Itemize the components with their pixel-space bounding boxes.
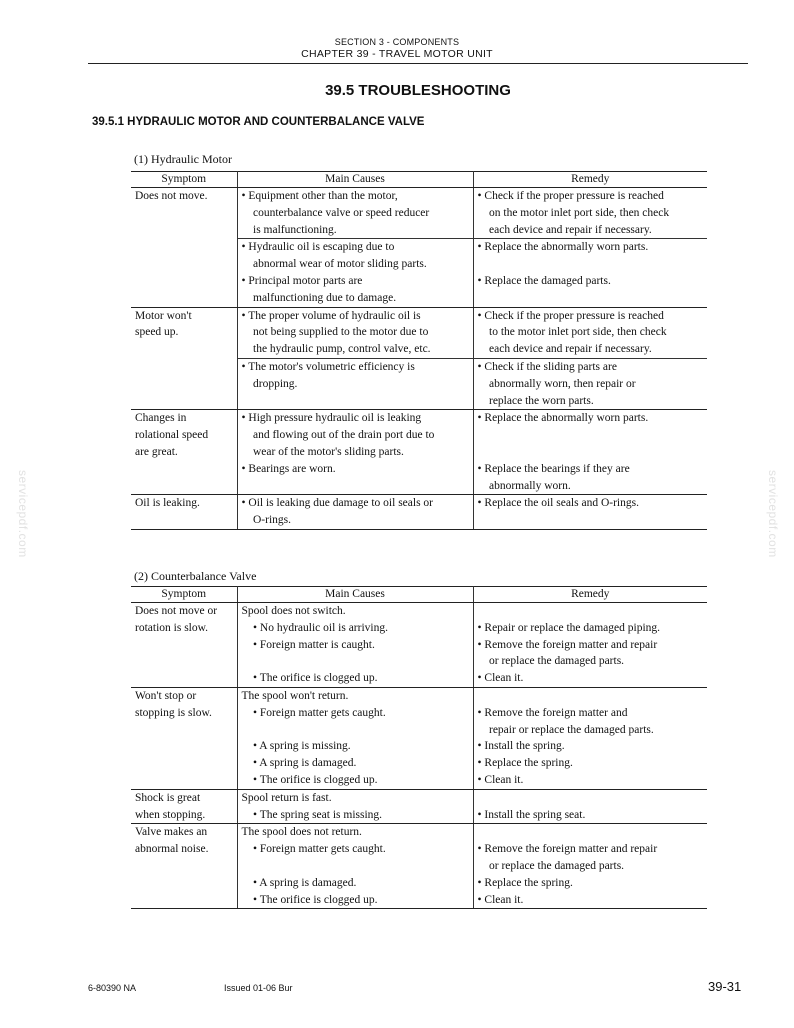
table-caption-counterbalance-valve: (2) Counterbalance Valve — [134, 569, 257, 583]
column-header-causes: Main Causes — [237, 587, 473, 603]
table-row — [131, 824, 707, 909]
cell-line: or replace the damaged parts. — [477, 655, 625, 668]
remedy-cell — [473, 239, 707, 307]
table-header-row — [131, 172, 707, 188]
causes-cell — [237, 239, 473, 307]
cell-line: each device and repair if necessary. — [477, 223, 652, 236]
cell-line: • A spring is damaged. — [241, 876, 357, 889]
cell-line: rotation is slow. — [135, 621, 209, 634]
cell-line: • Bearings are worn. — [241, 462, 336, 475]
cell-line — [478, 603, 704, 620]
section-header: SECTION 3 - COMPONENTS — [334, 37, 460, 47]
cell-line: Shock is great — [135, 791, 201, 804]
watermark-left: servicepdf.com — [16, 470, 30, 558]
causes-cell — [237, 824, 473, 909]
remedy-cell — [473, 687, 707, 789]
symptom-cell — [131, 603, 237, 688]
cell-line: • A spring is missing. — [241, 740, 351, 753]
cell-line: Spool return is fast. — [241, 791, 332, 804]
cell-line: • Remove the foreign matter and — [477, 706, 628, 719]
cell-line — [478, 688, 704, 705]
causes-cell — [237, 687, 473, 789]
causes-cell — [237, 410, 473, 495]
remedy-cell — [473, 358, 707, 409]
table-row — [131, 188, 707, 239]
cell-line: • Foreign matter is caught. — [241, 638, 375, 651]
footer-page-number: 39-31 — [708, 979, 742, 994]
cell-line — [478, 427, 704, 444]
symptom-cell — [131, 495, 237, 530]
cell-line: • The motor's volumetric efficiency is — [241, 360, 415, 373]
remedy-cell — [473, 824, 707, 909]
cell-line: • Check if the proper pressure is reached — [477, 190, 664, 202]
cell-line: Does not move or — [135, 605, 218, 617]
cell-line: • Foreign matter gets caught. — [241, 706, 386, 719]
subsection-title: 39.5.1 HYDRAULIC MOTOR AND COUNTERBALANCE VALVE — [92, 116, 425, 128]
page-title: 39.5 TROUBLESHOOTING — [325, 82, 511, 99]
table-row — [131, 789, 707, 824]
cell-line: • High pressure hydraulic oil is leaking — [241, 412, 422, 425]
cell-line: • The orifice is clogged up. — [241, 893, 378, 906]
column-header-remedy: Remedy — [473, 172, 707, 188]
table-row — [131, 687, 707, 789]
cell-line: • Check if the proper pressure is reached — [477, 309, 664, 322]
remedy-cell — [473, 307, 707, 358]
cell-line: when stopping. — [135, 808, 206, 821]
cell-line: • Replace the bearings if they are — [477, 462, 630, 475]
cell-line: abnormally worn. — [477, 479, 571, 492]
table-caption-hydraulic-motor: (1) Hydraulic Motor — [134, 152, 232, 166]
cell-line: • No hydraulic oil is arriving. — [241, 621, 388, 634]
cell-line: • The orifice is clogged up. — [241, 672, 378, 685]
cell-line: malfunctioning due to damage. — [241, 291, 397, 304]
cell-line: on the motor inlet port side, then check — [477, 206, 670, 219]
cell-line: replace the worn parts. — [477, 394, 594, 407]
cell-line: • Repair or replace the damaged piping. — [477, 621, 661, 634]
cell-line: speed up. — [135, 326, 179, 339]
cell-line: O-rings. — [241, 514, 292, 527]
causes-cell — [237, 188, 473, 239]
cell-line: • Hydraulic oil is escaping due to — [241, 241, 395, 254]
cell-line: Won't stop or — [135, 689, 197, 702]
cell-line: Oil is leaking. — [135, 497, 200, 510]
remedy-cell — [473, 410, 707, 495]
cell-line: Spool does not switch. — [241, 605, 346, 617]
cell-line: to the motor inlet port side, then check — [477, 326, 667, 339]
cell-line: The spool won't return. — [241, 689, 349, 702]
cell-line: • Replace the oil seals and O-rings. — [477, 497, 639, 510]
cell-line — [242, 653, 469, 670]
causes-cell — [237, 603, 473, 688]
cell-line — [478, 290, 704, 307]
cell-line: • A spring is damaged. — [241, 757, 357, 770]
cell-line: wear of the motor's sliding parts. — [241, 445, 404, 458]
cell-line: • Foreign matter gets caught. — [241, 843, 386, 856]
cell-line: abnormal noise. — [135, 843, 209, 856]
cell-line: • Principal motor parts are — [241, 274, 363, 287]
cell-line: • Check if the sliding parts are — [477, 360, 617, 373]
chapter-header: CHAPTER 39 - TRAVEL MOTOR UNIT — [301, 48, 493, 60]
symptom-cell — [131, 824, 237, 909]
cell-line: • Install the spring. — [477, 740, 565, 753]
cell-line: Valve makes an — [135, 826, 208, 839]
cell-line: • Install the spring seat. — [477, 808, 586, 821]
remedy-cell — [473, 789, 707, 824]
cell-line: Changes in — [135, 412, 187, 425]
cell-line: is malfunctioning. — [241, 223, 337, 236]
cell-line — [242, 478, 469, 495]
cell-line: • The orifice is clogged up. — [241, 773, 378, 786]
cell-line: • Clean it. — [477, 773, 524, 786]
cell-line: not being supplied to the motor due to — [241, 326, 429, 339]
table-row — [131, 410, 707, 495]
cell-line: abnormally worn, then repair or — [477, 377, 636, 390]
column-header-symptom: Symptom — [131, 587, 237, 603]
troubleshooting-table-hydraulic-motor — [131, 171, 707, 530]
symptom-cell — [131, 789, 237, 824]
cell-line — [478, 444, 704, 461]
cell-line: or replace the damaged parts. — [477, 859, 625, 872]
cell-line — [242, 858, 469, 875]
table-header-row — [131, 587, 707, 603]
cell-line: rolational speed — [135, 429, 209, 442]
cell-line: • Replace the damaged parts. — [477, 274, 611, 287]
cell-line: • Replace the spring. — [477, 757, 573, 770]
cell-line: repair or replace the damaged parts. — [477, 723, 654, 736]
cell-line: and flowing out of the drain port due to — [241, 429, 435, 442]
cell-line: the hydraulic pump, control valve, etc. — [241, 343, 431, 356]
cell-line: • Remove the foreign matter and repair — [477, 843, 658, 856]
cell-line: • Replace the abnormally worn parts. — [477, 241, 649, 254]
symptom-cell — [131, 307, 237, 410]
cell-line: counterbalance valve or speed reducer — [241, 206, 430, 219]
cell-line: stopping is slow. — [135, 706, 212, 719]
causes-cell — [237, 307, 473, 358]
footer-issue: Issued 01-06 Bur — [224, 983, 293, 993]
remedy-cell — [473, 495, 707, 530]
cell-line: Motor won't — [135, 309, 192, 322]
column-header-symptom: Symptom — [131, 172, 237, 188]
symptom-cell — [131, 188, 237, 308]
cell-line — [478, 256, 704, 273]
cell-line: • The proper volume of hydraulic oil is — [241, 309, 421, 322]
watermark-right: servicepdf.com — [766, 470, 780, 558]
cell-line: abnormal wear of motor sliding parts. — [241, 258, 427, 271]
cell-line — [242, 722, 469, 739]
column-header-causes: Main Causes — [237, 172, 473, 188]
cell-line: • Clean it. — [477, 893, 524, 906]
table-row — [131, 307, 707, 358]
causes-cell — [237, 358, 473, 409]
cell-line: • Remove the foreign matter and repair — [477, 638, 658, 651]
symptom-cell — [131, 687, 237, 789]
cell-line: The spool does not return. — [241, 826, 362, 839]
causes-cell — [237, 789, 473, 824]
cell-line: • Replace the spring. — [477, 876, 573, 889]
remedy-cell — [473, 603, 707, 688]
column-header-remedy: Remedy — [473, 587, 707, 603]
cell-line: • Clean it. — [477, 672, 524, 685]
remedy-cell — [473, 188, 707, 239]
cell-line: are great. — [135, 445, 178, 458]
cell-line: • Replace the abnormally worn parts. — [477, 412, 649, 425]
cell-line: • Equipment other than the motor, — [241, 190, 398, 202]
symptom-cell — [131, 410, 237, 495]
cell-line: • Oil is leaking due damage to oil seals or — [241, 497, 433, 510]
header-rule — [88, 63, 748, 64]
cell-line — [478, 824, 704, 841]
cell-line: dropping. — [241, 377, 298, 390]
cell-line: Does not move. — [135, 190, 208, 202]
table-row — [131, 495, 707, 530]
footer-doc-number: 6-80390 NA — [88, 983, 137, 993]
cell-line: • The spring seat is missing. — [241, 808, 383, 821]
table-row — [131, 603, 707, 688]
table-body — [131, 188, 707, 530]
cell-line — [478, 790, 704, 807]
table-body — [131, 603, 707, 909]
troubleshooting-table-counterbalance-valve — [131, 586, 707, 909]
cell-line: each device and repair if necessary. — [477, 343, 652, 356]
causes-cell — [237, 495, 473, 530]
